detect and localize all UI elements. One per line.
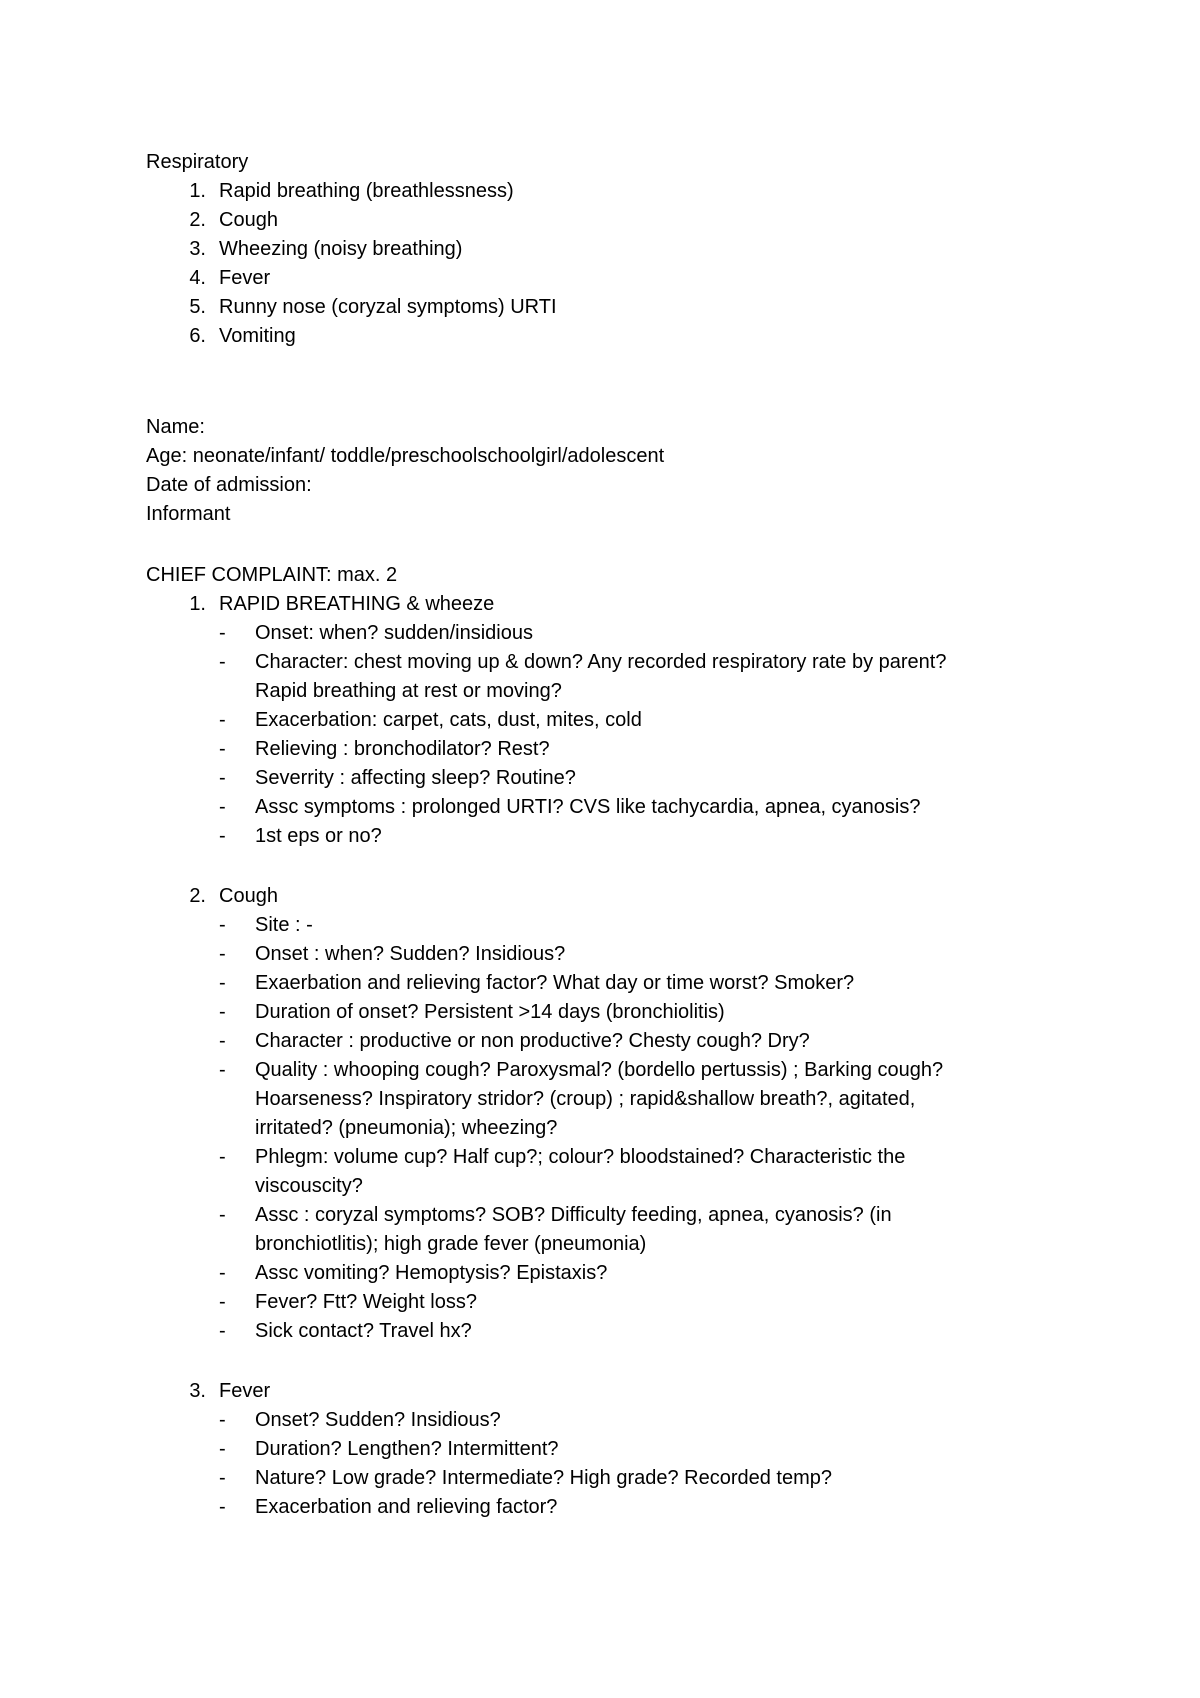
bullet-item: Assc vomiting? Hemoptysis? Epistaxis? <box>255 1262 608 1284</box>
bullet-item: Fever? Ftt? Weight loss? <box>255 1291 477 1313</box>
bullet-dash: - <box>219 825 226 847</box>
bullet-dash: - <box>219 1262 226 1284</box>
patient-age-label: Age: neonate/infant/ toddle/preschoolschoolgirl/adolescent <box>146 445 665 467</box>
bullet-dash: - <box>219 1030 226 1052</box>
bullet-item-continuation: Hoarseness? Inspiratory stridor? (croup) ; rapid&shallow breath?, agitated, <box>255 1088 916 1110</box>
section-number: 1. <box>189 593 206 615</box>
bullet-item-continuation: Rapid breathing at rest or moving? <box>255 680 562 702</box>
bullet-item-continuation: bronchiotlitis); high grade fever (pneumonia) <box>255 1233 647 1255</box>
section-number: 2. <box>189 885 206 907</box>
bullet-item: Onset: when? sudden/insidious <box>255 622 533 644</box>
list-number: 1. <box>189 180 206 202</box>
chief-complaint-heading: CHIEF COMPLAINT: max. 2 <box>146 564 398 586</box>
bullet-item: Phlegm: volume cup? Half cup?; colour? bloodstained? Characteristic the <box>255 1146 906 1168</box>
bullet-item: Onset : when? Sudden? Insidious? <box>255 943 566 965</box>
bullet-dash: - <box>219 1409 226 1431</box>
patient-name-label: Name: <box>146 416 205 438</box>
bullet-item: Duration of onset? Persistent >14 days (bronchiolitis) <box>255 1001 725 1023</box>
bullet-dash: - <box>219 1001 226 1023</box>
bullet-item: Nature? Low grade? Intermediate? High grade? Recorded temp? <box>255 1467 833 1489</box>
bullet-dash: - <box>219 1438 226 1460</box>
bullet-item: Exaerbation and relieving factor? What day or time worst? Smoker? <box>255 972 855 994</box>
bullet-dash: - <box>219 651 226 673</box>
bullet-item: Duration? Lengthen? Intermittent? <box>255 1438 559 1460</box>
bullet-dash: - <box>219 914 226 936</box>
bullet-item: Onset? Sudden? Insidious? <box>255 1409 501 1431</box>
section-title-rapid-breathing: RAPID BREATHING & wheeze <box>219 593 495 615</box>
bullet-dash: - <box>219 1467 226 1489</box>
list-number: 2. <box>189 209 206 231</box>
bullet-item: Quality : whooping cough? Paroxysmal? (bordello pertussis) ; Barking cough? <box>255 1059 944 1081</box>
list-item: Vomiting <box>219 325 296 347</box>
bullet-item: Assc : coryzal symptoms? SOB? Difficulty feeding, apnea, cyanosis? (in <box>255 1204 892 1226</box>
section-title-cough: Cough <box>219 885 278 907</box>
bullet-dash: - <box>219 622 226 644</box>
bullet-item-continuation: irritated? (pneumonia); wheezing? <box>255 1117 558 1139</box>
list-item: Wheezing (noisy breathing) <box>219 238 463 260</box>
informant-label: Informant <box>146 503 231 525</box>
list-item: Cough <box>219 209 278 231</box>
bullet-dash: - <box>219 796 226 818</box>
bullet-dash: - <box>219 709 226 731</box>
bullet-dash: - <box>219 1320 226 1342</box>
list-number: 4. <box>189 267 206 289</box>
bullet-dash: - <box>219 1146 226 1168</box>
list-item: Fever <box>219 267 271 289</box>
bullet-dash: - <box>219 738 226 760</box>
bullet-item: 1st eps or no? <box>255 825 382 847</box>
bullet-dash: - <box>219 767 226 789</box>
list-number: 3. <box>189 238 206 260</box>
bullet-item: Severrity : affecting sleep? Routine? <box>255 767 576 789</box>
list-item: Runny nose (coryzal symptoms) URTI <box>219 296 557 318</box>
section-number: 3. <box>189 1380 206 1402</box>
bullet-dash: - <box>219 1059 226 1081</box>
list-number: 5. <box>189 296 206 318</box>
bullet-item: Relieving : bronchodilator? Rest? <box>255 738 550 760</box>
bullet-dash: - <box>219 972 226 994</box>
bullet-item: Exacerbation and relieving factor? <box>255 1496 558 1518</box>
section-heading-respiratory: Respiratory <box>146 151 249 173</box>
bullet-dash: - <box>219 943 226 965</box>
list-number: 6. <box>189 325 206 347</box>
bullet-item-continuation: viscouscity? <box>255 1175 363 1197</box>
bullet-dash: - <box>219 1291 226 1313</box>
admission-date-label: Date of admission: <box>146 474 312 496</box>
section-title-fever: Fever <box>219 1380 271 1402</box>
list-item: Rapid breathing (breathlessness) <box>219 180 514 202</box>
bullet-dash: - <box>219 1204 226 1226</box>
bullet-item: Site : - <box>255 914 313 936</box>
bullet-item: Character: chest moving up & down? Any recorded respiratory rate by parent? <box>255 651 947 673</box>
bullet-item: Exacerbation: carpet, cats, dust, mites, cold <box>255 709 642 731</box>
bullet-item: Character : productive or non productive? Chesty cough? Dry? <box>255 1030 810 1052</box>
bullet-item: Sick contact? Travel hx? <box>255 1320 472 1342</box>
bullet-dash: - <box>219 1496 226 1518</box>
bullet-item: Assc symptoms : prolonged URTI? CVS like tachycardia, apnea, cyanosis? <box>255 796 921 818</box>
